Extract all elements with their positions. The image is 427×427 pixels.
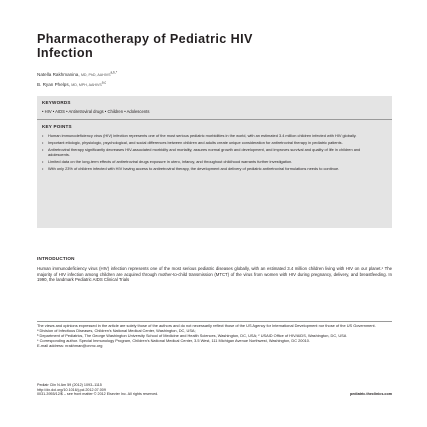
footnote-affiliation-a: ᵃ Division of Infectious Diseases, Children's National Medical Center, Washington, DC, USA; — [37, 327, 196, 333]
author-affiliation-marker: a,c — [101, 80, 107, 85]
author-name: Natella Rakhmanina, — [37, 72, 80, 77]
keywords-keypoints-box — [37, 96, 392, 228]
article-title — [37, 32, 397, 60]
footnote-email: E-mail address: nrakhman@cnmc.org — [37, 342, 103, 348]
footnote-disclaimer: The views and opinions expressed in the article are solely those of the authors and do not necessarily reflect those of the US Agency for International Development nor those of the US Government. — [37, 323, 376, 328]
author-credentials: MD, MPH, AAHIVS — [71, 83, 102, 87]
author-name: B. Ryan Phelps, — [37, 82, 70, 87]
key-points-heading: KEY POINTS — [42, 124, 72, 129]
author-1 — [37, 70, 117, 80]
key-point-item: • With only 23% of children infected with HIV having access to antiretroviral therapy, the development and delivery of pediatric antiretroviral formulations needs to continue. — [42, 167, 382, 172]
keywords-list: • HIV • AIDS • Antiretroviral drugs • Children • Adolescents — [42, 109, 150, 114]
doi-link[interactable]: http://dx.doi.org/10.1016/j.pcl.2012.07.009 — [37, 387, 106, 392]
introduction-text: Human immunodeficiency virus (HIV) infection represents one of the most serious pediatric diseases globally, with an estimated 3.4 million children living with HIV on our planet.¹ The majority of HIV infection among children are acquired through mother-to-child transmission (MTCT) of the virus from women with HIV during pregnancy, delivery, and breastfeeding. In 1990, the landmark Pediatric AIDS Clinical Trials — [37, 266, 392, 283]
copyright-line: 0031-3955/12/$ – see front matter © 2012 Elsevier Inc. All rights reserved. — [37, 392, 159, 397]
key-point-item: • Human immunodeficiency virus (HIV) infection represents one of the most serious pediatric morbidities in the world, with an estimated 3.4 million children infected with HIV globally. — [42, 134, 382, 139]
journal-citation: Pediatr Clin N Am 59 (2012) 1093–1115 — [37, 383, 102, 387]
footnotes — [37, 324, 392, 349]
title-line-1: Pharmacotherapy of Pediatric HIV — [37, 32, 253, 46]
key-points-list — [42, 134, 382, 174]
footnote-corresponding-author: * Corresponding author. Special Immunology Program, Children's National Medical Center, 3.5 West, 111 Michigan Avenue Northwest, Washington, DC 20010. — [37, 337, 311, 343]
author-affiliation-marker: a,b,* — [110, 70, 118, 75]
publication-info — [37, 383, 392, 397]
author-credentials: MD, PhD, AAHIVS — [80, 73, 111, 77]
key-point-item: • Limited data on the long-term effects of antiretroviral drugs exposure in utero, infancy, and throughout childhood warrants further investigation. — [42, 160, 382, 165]
keywords-divider — [37, 119, 392, 120]
author-list — [37, 70, 117, 90]
key-point-item: • Important etiologic, physiologic, psychological, and social differences between children and adults create unique consideration for antiretroviral therapy in pediatric patients. — [42, 141, 382, 146]
author-2 — [37, 80, 117, 90]
footnote-divider — [37, 321, 392, 322]
introduction-heading: INTRODUCTION — [37, 256, 75, 261]
key-point-item: • Antiretroviral therapy significantly decreases HIV-associated morbidity and mortality, assures normal growth and development, and improves survival and quality of life in children and adolescents. — [42, 148, 382, 158]
journal-website-link[interactable]: pediatric.theclinics.com — [349, 392, 392, 397]
footnote-affiliation-bc: ᵇ Department of Pediatrics, The George Washington University School of Medicine and Health Sciences, Washington, DC, USA; ᶜ USAID Office of HIV/AIDS, Washington, DC, USA — [37, 332, 347, 338]
title-line-2: Infection — [37, 46, 94, 60]
keywords-heading: KEYWORDS — [42, 100, 71, 105]
